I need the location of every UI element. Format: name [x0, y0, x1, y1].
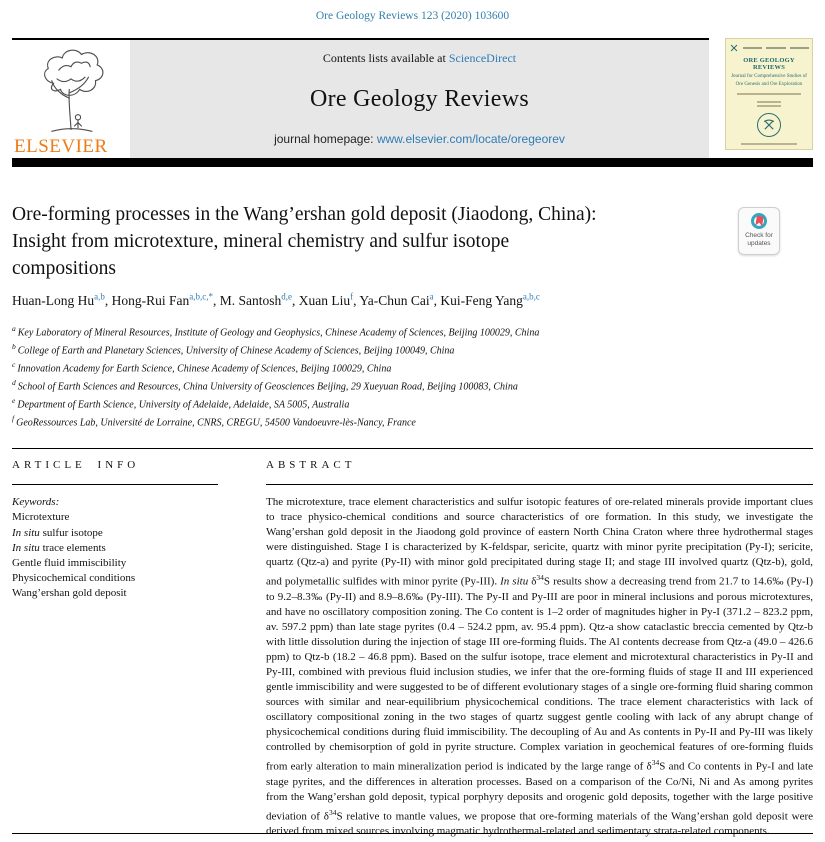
keyword-italic: In situ — [12, 526, 40, 539]
title-line: Ore-forming processes in the Wang’ershan gold deposit (Jiaodong, China): — [12, 204, 597, 225]
affiliation-text: Innovation Academy for Earth Science, Chinese Academy of Sciences, Beijing 100029, China — [17, 363, 392, 375]
affiliation-superscript: d — [12, 377, 16, 387]
keyword-text: Microtexture — [12, 511, 70, 524]
authors-line — [12, 291, 813, 309]
cover-title: ORE GEOLOGY REVIEWS — [743, 57, 795, 71]
keyword-item — [12, 526, 218, 541]
keyword-item — [12, 541, 218, 556]
affiliation-row — [12, 412, 813, 430]
homepage-prefix: journal homepage: — [274, 132, 377, 146]
affiliation-superscript: f — [12, 414, 15, 424]
affiliation-superscript: a — [12, 323, 16, 333]
affiliation-row — [12, 358, 813, 376]
author-separator: , — [292, 292, 299, 308]
elsevier-wordmark: ELSEVIER — [14, 136, 108, 157]
author — [220, 293, 299, 308]
contents-prefix: Contents lists available at — [322, 51, 449, 65]
journal-title: Ore Geology Reviews — [310, 85, 529, 112]
divider-bar — [12, 158, 813, 167]
keywords-block — [12, 495, 218, 601]
title-line: compositions — [12, 258, 117, 279]
author-superscript: f — [350, 291, 354, 301]
article-info-column — [12, 459, 218, 839]
bottom-rule — [12, 833, 813, 834]
keyword-item — [12, 556, 218, 571]
cover-editor-bar — [757, 105, 781, 107]
cover-note-bar — [737, 93, 801, 95]
keyword-item — [12, 510, 218, 525]
keywords-label: Keywords: — [12, 496, 60, 509]
author-superscript: a,b — [94, 291, 105, 301]
cover-tiny-text-bar — [766, 47, 785, 49]
cover-editors — [729, 101, 809, 107]
cover-subtitle: Journal for Comprehensive Studies of Ore Genesis and Ore Exploration — [731, 74, 807, 87]
journal-masthead — [12, 38, 813, 158]
check-ring-icon — [751, 213, 767, 229]
elsevier-tree-icon — [23, 44, 119, 140]
homepage-link[interactable]: www.elsevier.com/locate/oregeorev — [376, 132, 565, 146]
journal-citation: Ore Geology Reviews 123 (2020) 103600 — [315, 10, 510, 22]
cover-tiny-text-bar — [790, 47, 809, 49]
cover-bottom-bar — [741, 143, 797, 145]
affiliation-text: College of Earth and Planetary Sciences, University of Chinese Academy of Sciences, Beijing 100049, China — [17, 344, 455, 356]
affiliation-superscript: c — [12, 359, 16, 369]
author — [12, 293, 112, 308]
author-superscript: a,b,c — [522, 291, 540, 301]
sciencedirect-link[interactable]: ScienceDirect — [448, 51, 517, 65]
author-name: Hong-Rui Fan — [111, 292, 190, 308]
keyword-text: trace elements — [39, 541, 106, 554]
author-superscript: d,e — [281, 291, 292, 301]
author-name: M. Santosh — [219, 292, 282, 308]
affiliation-text: Department of Earth Science, University of Adelaide, Adelaide, SA 5005, Australia — [17, 399, 350, 411]
cover-tiny-text-bar — [743, 47, 762, 49]
check-updates-badge[interactable] — [738, 207, 780, 255]
affiliation-row — [12, 394, 813, 412]
keyword-item — [12, 586, 218, 601]
author — [359, 293, 440, 308]
author-superscript: a,b,c,* — [189, 291, 213, 301]
author-name: Huan-Long Hu — [12, 292, 95, 308]
affiliation-text: GeoRessources Lab, Université de Lorraine, CNRS, CREGU, 54500 Vandoeuvre-lès-Nancy, France — [16, 417, 416, 429]
cover-editor-bar — [757, 101, 781, 103]
affiliation-superscript: e — [12, 396, 16, 405]
author-name: Xuan Liu — [298, 292, 351, 308]
abstract-column — [266, 459, 813, 839]
affiliation-text: Key Laboratory of Mineral Resources, Institute of Geology and Geophysics, Chinese Academy of Sciences, Beijing 100029, China — [17, 326, 540, 338]
elsevier-logo — [12, 40, 130, 158]
author-separator: , — [433, 292, 441, 308]
affiliation-row — [12, 376, 813, 394]
keyword-text: Physicochemical conditions — [12, 572, 136, 585]
abstract-heading: ABSTRACT — [266, 459, 813, 485]
author-superscript: a — [429, 291, 434, 301]
check-updates-label: Check for updates — [745, 232, 773, 248]
author-separator: , — [212, 292, 220, 308]
masthead-graybox — [130, 40, 709, 158]
article-info-heading: ARTICLE INFO — [12, 459, 218, 485]
cover-crest-icon — [729, 43, 739, 53]
cover-topline — [729, 43, 809, 53]
affiliation-superscript: b — [12, 341, 16, 351]
keyword-item — [12, 571, 218, 586]
author-separator: , — [104, 292, 112, 308]
journal-cover-thumbnail — [725, 38, 813, 150]
keyword-text: Wang’ershan gold deposit — [12, 587, 127, 600]
cover-emblem-icon — [757, 113, 781, 137]
keyword-text: sulfur isotope — [39, 526, 103, 539]
keyword-text: Gentle fluid immiscibility — [12, 557, 127, 570]
affiliations — [12, 322, 813, 431]
masthead-main — [12, 38, 709, 158]
author-separator: , — [353, 292, 360, 308]
affiliation-row — [12, 322, 813, 340]
author-name: Ya-Chun Cai — [359, 292, 430, 308]
article-title — [12, 201, 693, 282]
abstract-text: The microtexture, trace element characteristics and sulfur isotopic features of ore-related minerals provide important clues to trace physico-chemical conditions and source characteristics of ore formation. In this study, we investigate the Wang’ershan gold deposit in the Jiaodong gold province of eastern North China Craton where three hydrothermal stages were distinguished. Stage I is characterized by K-feldspar, sericite, quartz with minor pyrite precipitation (Py-I); sericite, quartz (Qtz-a) and pyrite (Py-II) with minor gold precipitated during stage II; and stage III involved quartz (Qtz-b), gold, and polymetallic sulfides with minor pyrite (Py-III). In situ $\delta^{34}S$ results show a decreasing trend from 21.7 to 14.6‰ (Py-I) to 9.2–8.3‰ (Py-II) and 8.9–8.6‰ (Py-III). The Py-II and Py-III are poor in mineral inclusions and porous microtextures, and have no oscillatory composition zoning. The Co content is 1–2 order of magnitudes higher in Py-I (371.2 – 823.2 ppm, av. 597.2 ppm) than late stage pyrites (0.4 – 524.2 ppm, av. 95.4 ppm). Qtz-a show cataclastic breccia cemented by Qtz-b with little dissolution during the injection of stage III ore-forming fluids. The Al contents decrease from Qtz-a (49.0 – 426.6 ppm) to Qtz-b (18.2 – 46.8 ppm). Based on the sulfur isotope, trace element and microtextural characteristics in Py-II and Py-III, combined with previous fluid inclusion studies, we infer that the ore-forming fluids of stage II and III experienced gentle immiscibility and were suggested to be of different evolutionary stages of a single ore-forming fluid sharing common sources with similar and near-equilibrium physicochemical conditions. The trace element characteristics with lack of oscillatory compositional zoning in the two stages of quartz suggest gentle cooling with lack of any abrupt change of physicochemical conditions during fluid immiscibility. The decoupling of Au and As contents in Py-II and Py-III was likely controlled by chemisorption of gold in pyrite structure. Complex variation in geochemical features of ore-forming fluids from early alteration to main mineralization period is indicated by the large range of $\delta^{34}S$ and Co contents in Py-I and late stage pyrites, and the differences in alteration processes. Based on a comparison of the Co/Ni, Ni and As among pyrites from the Wang’ershan gold deposit, typical porphyry deposits and orogenic gold deposits, together with the large positive deviation of $\delta^{34}S$ relative to mantle values, we propose that ore-forming materials of the Wang’ershan gold deposit were derived from mixed sources involving magmatic hydrothermal-related and sedimentary strata-related components. — [266, 496, 814, 838]
info-abstract-columns — [12, 449, 813, 839]
title-row — [12, 201, 813, 282]
author-name: Kui-Feng Yang — [440, 292, 523, 308]
author — [299, 293, 360, 308]
contents-line — [138, 51, 701, 66]
affiliation-text: School of Earth Sciences and Resources, China University of Geosciences Beijing, 29 Xueyuan Road, Beijing 100083, China — [17, 381, 518, 393]
keyword-italic: In situ — [12, 541, 40, 554]
author — [440, 293, 540, 308]
author — [112, 293, 220, 308]
homepage-line — [138, 132, 701, 146]
bookmark-icon — [755, 216, 763, 227]
title-line: Insight from microtexture, mineral chemistry and sulfur isotope — [12, 231, 510, 252]
affiliation-row — [12, 340, 813, 358]
